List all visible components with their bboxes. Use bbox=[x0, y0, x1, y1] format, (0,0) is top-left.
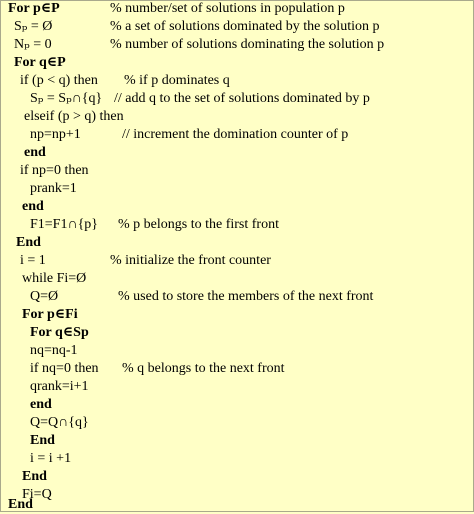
code-line-22: qrank=i+1 bbox=[30, 379, 89, 394]
code-line-5: if (p < q) then bbox=[20, 73, 98, 88]
code-line-2: Sₚ = Ø bbox=[14, 19, 53, 34]
comment-line-13: % p belongs to the first front bbox=[118, 217, 279, 232]
comment-line-17: % used to store the members of the next front bbox=[118, 289, 374, 304]
comment-line-8: // increment the domination counter of p bbox=[122, 127, 349, 142]
code-line-12: end bbox=[22, 199, 44, 214]
code-line-26: i = i +1 bbox=[30, 451, 72, 466]
code-line-29: End bbox=[8, 497, 33, 512]
code-line-9: end bbox=[24, 145, 46, 160]
code-line-6: Sₚ = Sₚ∩{q} bbox=[30, 91, 103, 106]
code-line-24: Q=Q∩{q} bbox=[30, 415, 89, 430]
code-line-15: i = 1 bbox=[20, 253, 46, 268]
code-line-23: end bbox=[30, 397, 52, 412]
code-line-27: End bbox=[22, 469, 47, 484]
code-line-8: np=np+1 bbox=[30, 127, 81, 142]
code-line-16: while Fi=Ø bbox=[22, 271, 87, 286]
code-line-14: End bbox=[16, 235, 41, 250]
comment-line-21: % q belongs to the next front bbox=[122, 361, 285, 376]
code-line-11: prank=1 bbox=[30, 181, 77, 196]
code-line-17: Q=Ø bbox=[30, 289, 59, 304]
code-line-10: if np=0 then bbox=[20, 163, 89, 178]
code-line-21: if nq=0 then bbox=[30, 361, 99, 376]
code-line-18: For p∈Fi bbox=[22, 307, 78, 322]
code-line-19: For q∈Sp bbox=[30, 325, 89, 340]
code-line-20: nq=nq-1 bbox=[30, 343, 78, 358]
code-line-1: For p∈P bbox=[8, 1, 60, 16]
comment-line-15: % initialize the front counter bbox=[110, 253, 271, 268]
comment-line-2: % a set of solutions dominated by the solution p bbox=[110, 19, 380, 34]
comment-line-1: % number/set of solutions in population p bbox=[110, 1, 345, 16]
code-line-7: elseif (p > q) then bbox=[24, 109, 124, 124]
code-line-28: Fi=Q bbox=[22, 487, 52, 502]
comment-line-6: // add q to the set of solutions dominated by p bbox=[114, 91, 370, 106]
code-line-13: F1=F1∩{p} bbox=[30, 217, 99, 232]
code-line-3: Nₚ = 0 bbox=[14, 37, 52, 52]
comment-line-3: % number of solutions dominating the solution p bbox=[110, 37, 385, 52]
code-line-25: End bbox=[30, 433, 55, 448]
comment-line-5: % if p dominates q bbox=[124, 73, 230, 88]
code-line-4: For q∈P bbox=[14, 55, 66, 70]
